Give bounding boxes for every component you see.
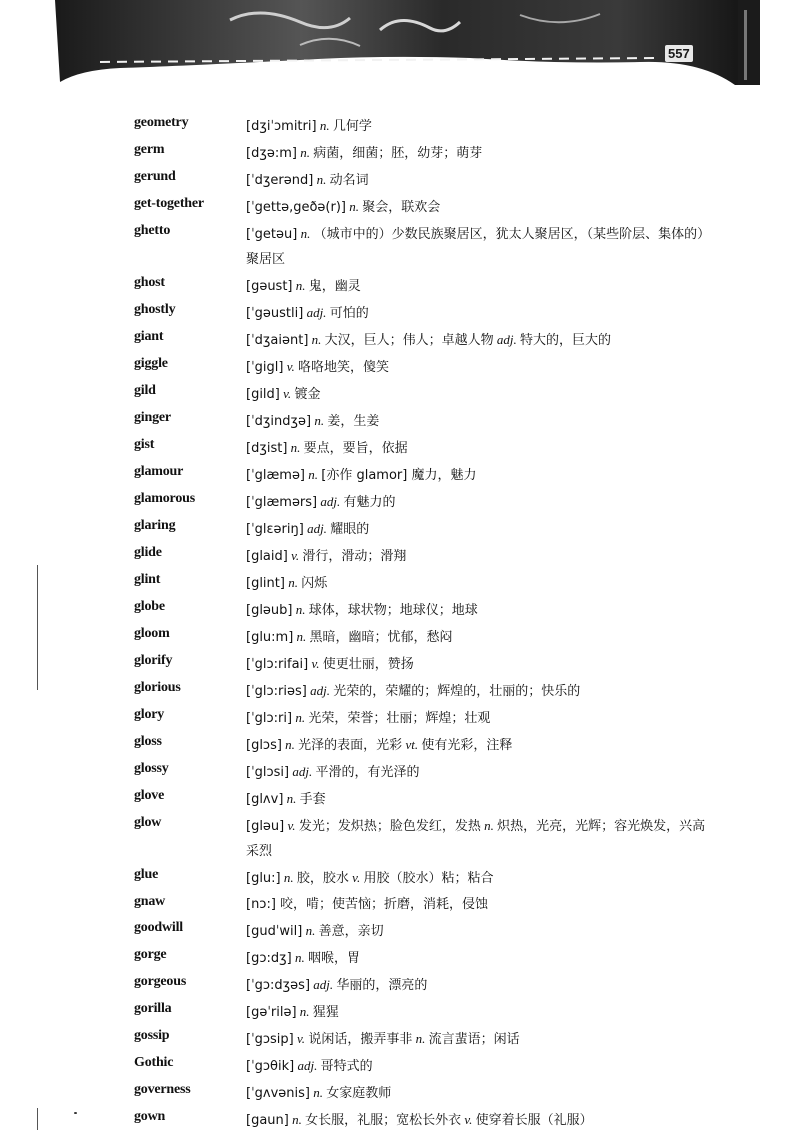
gloss-text: 手套 [299,792,326,807]
gloss-text: 耀眼的 [330,522,370,537]
gloss-text: 胶，胶水 [296,871,349,886]
part-of-speech: n. [293,629,310,644]
dictionary-entry [0,891,800,917]
part-of-speech: adj. [294,1058,321,1073]
gloss-text: 使有光彩，注释 [421,738,513,753]
definition [246,944,706,971]
phonetic: [ˈdʒerənd] [246,173,314,188]
part-of-speech: n. [302,923,319,938]
definition [246,971,706,998]
headword: ghetto [134,223,171,238]
definition [246,596,706,623]
definition [246,542,706,569]
gloss-text: 有魅力的 [343,495,396,510]
phonetic: [gild] [246,387,280,402]
definition [246,569,706,596]
gloss-text: 流言蜚语；闲话 [428,1032,520,1047]
gloss-text: 咬，啃；使苦恼；折磨，消耗，侵蚀 [275,897,489,912]
headword: glory [134,707,165,722]
part-of-speech: n. [280,870,297,885]
headword: goodwill [134,920,183,935]
part-of-speech: v. [283,359,299,374]
phonetic: [ˈgɔ:dʒəs] [246,978,311,993]
headword: glorify [134,653,173,668]
headword: geometry [134,115,189,130]
gloss-text: 光泽的表面，光彩 [298,738,403,753]
phonetic: [glu:] [246,871,281,886]
definition [246,812,706,864]
headword: gorge [134,947,167,962]
gloss-text: 光荣的，荣耀的；辉煌的，壮丽的；快乐的 [333,684,581,699]
phonetic: [ˈgettə,geðə(r)] [246,200,346,215]
gloss-text: 说闲话，搬弄事非 [308,1032,413,1047]
definition [246,272,706,299]
definition [246,1025,706,1052]
definition [246,299,706,326]
definition [246,650,706,677]
part-of-speech: v. [293,1031,309,1046]
phonetic: [glʌv] [246,792,284,807]
gloss-text: 鬼，幽灵 [308,279,361,294]
phonetic: [gɔ:dʒ] [246,951,292,966]
part-of-speech: adj. [289,764,316,779]
part-of-speech: n. [292,278,309,293]
gloss-text: 炽热，光亮，光辉；容光焕发，兴高采烈 [246,819,706,859]
part-of-speech: n. [309,1085,327,1100]
definition [246,864,706,891]
phonetic: [dʒə:m] [246,146,297,161]
phonetic: [glaid] [246,549,288,564]
phonetic: [ˈgigl] [246,360,284,375]
dictionary-entry [0,434,800,461]
definition [246,380,706,407]
dictionary-entry [0,299,800,326]
part-of-speech: v. [284,818,299,833]
headword: glamour [134,464,184,479]
definition [246,139,706,166]
dictionary-entry [0,650,800,677]
phonetic: [nɔ:] [246,897,276,912]
headword: gorilla [134,1001,172,1016]
gloss-text: [亦作 glamor] 魔力，魅力 [321,468,477,483]
part-of-speech: n. [291,950,308,965]
headword: gossip [134,1028,170,1043]
dictionary-entry [0,139,800,166]
page-number: 557 [665,45,693,62]
dictionary-entry [0,1106,800,1133]
phonetic: [gəˈrilə] [246,1005,297,1020]
part-of-speech: adj. [310,977,337,992]
definition [246,1106,706,1133]
gloss-text: 可怕的 [329,306,369,321]
definition [246,220,706,272]
part-of-speech: n. [311,413,328,428]
part-of-speech: n. [281,737,299,752]
dictionary-entry [0,971,800,998]
phonetic: [gəust] [246,279,293,294]
dictionary-entry [0,220,800,272]
phonetic: [ˈgɔθik] [246,1059,295,1074]
dictionary-entry [0,1025,800,1052]
gloss-text: 哥特式的 [320,1059,373,1074]
headword: ghost [134,275,165,290]
gloss-text: 滑行，滑动；滑翔 [302,549,407,564]
gloss-text: （城市中的）少数民族聚居区，犹太人聚居区，（某些阶层、集体的）聚居区 [246,227,704,267]
dictionary-entry [0,461,800,488]
part-of-speech: v. [287,548,303,563]
gloss-text: 使穿着长服（礼服） [475,1113,593,1128]
definition [246,785,706,812]
part-of-speech: n. [316,118,333,133]
headword: governess [134,1082,191,1097]
gloss-text: 使更壮丽，赞扬 [322,657,414,672]
headword: Gothic [134,1055,174,1070]
definition [246,1079,706,1106]
definition [246,353,706,380]
headword: gown [134,1109,166,1124]
dictionary-entry [0,812,800,864]
phonetic: [ˈdʒindʒə] [246,414,312,429]
gloss-text: 特大的，巨大的 [520,333,612,348]
part-of-speech: n. [288,1112,306,1127]
gloss-text: 用胶（胶水）粘；粘合 [363,871,494,886]
dictionary-entry [0,407,800,434]
phonetic: [ˈdʒaiənt] [246,333,309,348]
phonetic: [ˈglæmərs] [246,495,318,510]
dictionary-entry [0,488,800,515]
part-of-speech: n. [313,172,330,187]
definition [246,112,706,139]
gloss-text: 猩猩 [312,1005,339,1020]
phonetic: [gləub] [246,603,293,618]
part-of-speech: n. [412,1031,429,1046]
headword: gild [134,383,156,398]
phonetic: [dʒist] [246,441,288,456]
gloss-text: 病菌，细菌；胚，幼芽；萌芽 [313,146,483,161]
gloss-text: 要点，要旨，依据 [303,441,408,456]
headword: giggle [134,356,168,371]
part-of-speech: n. [283,791,300,806]
gloss-text: 咯咯地笑，傻笑 [298,360,390,375]
phonetic: [ˈgʌvənis] [246,1086,310,1101]
headword: ghostly [134,302,176,317]
part-of-speech: n. [480,818,498,833]
phonetic: [gaun] [246,1113,289,1128]
part-of-speech: n. [308,332,325,347]
definition [246,758,706,785]
part-of-speech: adj. [317,494,344,509]
part-of-speech: n. [287,440,304,455]
dictionary-entry [0,353,800,380]
part-of-speech: adj. [303,305,330,320]
part-of-speech: v. [279,386,295,401]
headword: globe [134,599,165,614]
phonetic: [glint] [246,576,285,591]
definition [246,998,706,1025]
gloss-text: 光荣，荣誉；壮丽；辉煌；壮观 [308,711,491,726]
dictionary-entry [0,864,800,891]
definition [246,407,706,434]
phonetic: [ˈglɔ:ri] [246,711,293,726]
definition [246,193,706,220]
gloss-text: 镀金 [294,387,321,402]
phonetic: [ˈglɛəriŋ] [246,522,304,537]
gloss-text: 善意，亲切 [318,924,384,939]
phonetic: [ˈgetəu] [246,227,298,242]
headword: gist [134,437,155,452]
headword: glue [134,867,159,882]
dictionary-entry [0,569,800,596]
part-of-speech: v. [308,656,323,671]
part-of-speech: v. [348,870,364,885]
part-of-speech: n. [296,1004,313,1019]
dictionary-entry [0,917,800,944]
dictionary-entry [0,704,800,731]
definition [246,461,706,488]
definition [246,917,706,944]
headword: gnaw [134,894,166,909]
phonetic: [ˈglɔsi] [246,765,290,780]
part-of-speech: n. [297,226,314,241]
headword: glove [134,788,165,803]
headword: gorgeous [134,974,187,989]
headword: glide [134,545,162,560]
gloss-text: 大汉，巨人；伟人；卓越人物 [324,333,494,348]
dictionary-entry [0,166,800,193]
dictionary-entry [0,542,800,569]
phonetic: [ˈglæmə] [246,468,306,483]
part-of-speech: n. [345,199,363,214]
part-of-speech: n. [296,145,314,160]
phonetic: [ˈglɔ:rifai] [246,657,309,672]
dictionary-entry [0,380,800,407]
dictionary-entry [0,272,800,299]
dictionary-entry [0,112,800,139]
phonetic: [ˈgɔsip] [246,1032,294,1047]
part-of-speech: n. [292,602,309,617]
gloss-text: 几何学 [332,119,372,134]
definition [246,891,706,917]
gloss-text: 黑暗，幽暗；忧郁，愁闷 [309,630,453,645]
headword: glorious [134,680,181,695]
part-of-speech: adj. [303,521,331,536]
headword: gloss [134,734,162,749]
part-of-speech: n. [305,467,322,482]
gloss-text: 闪烁 [301,576,328,591]
dictionary-entry [0,596,800,623]
dictionary-entry [0,785,800,812]
headword: germ [134,142,165,157]
gloss-text: 女长服，礼服；宽松长外衣 [305,1113,462,1128]
definition [246,731,706,758]
gloss-text: 华丽的，漂亮的 [336,978,428,993]
headword: glow [134,815,162,830]
gloss-text: 咽喉，胃 [307,951,360,966]
definition [246,704,706,731]
phonetic: [glɔs] [246,738,282,753]
dictionary-entry [0,677,800,704]
part-of-speech: v. [461,1112,476,1127]
part-of-speech: adj. [306,683,334,698]
headword: glossy [134,761,169,776]
phonetic: [ˈgəustli] [246,306,304,321]
headword: glamorous [134,491,195,506]
definition [246,623,706,650]
dictionary-entry [0,1079,800,1106]
headword: ginger [134,410,171,425]
headword: get-together [134,196,204,211]
gloss-text: 聚会，联欢会 [362,200,441,215]
phonetic: [gləu] [246,819,285,834]
phonetic: [ˈglɔ:riəs] [246,684,307,699]
part-of-speech: vt. [402,737,422,752]
headword: gloom [134,626,170,641]
definition [246,515,706,542]
headword: giant [134,329,164,344]
dictionary-entry [0,623,800,650]
definition [246,166,706,193]
phonetic: [dʒiˈɔmitri] [246,119,317,134]
dictionary-entry [0,1052,800,1079]
dictionary-entry [0,998,800,1025]
part-of-speech: n. [292,710,309,725]
gloss-text: 发光；发炽热；脸色发红，发热 [298,819,481,834]
gloss-text: 平滑的，有光泽的 [315,765,420,780]
dictionary-entry [0,515,800,542]
gloss-text: 球体，球状物；地球仪；地球 [308,603,478,618]
gloss-text: 女家庭教师 [326,1086,392,1101]
headword: glint [134,572,161,587]
gloss-text: 动名词 [329,173,369,188]
dictionary-entry [0,731,800,758]
dictionary-entries [0,112,800,1133]
part-of-speech: adj. [493,332,521,347]
definition [246,434,706,461]
definition [246,1052,706,1079]
headword: gerund [134,169,176,184]
definition [246,326,706,353]
dictionary-entry [0,758,800,785]
headword: glaring [134,518,176,533]
dictionary-entry [0,193,800,220]
part-of-speech: n. [284,575,302,590]
definition [246,677,706,704]
definition [246,488,706,515]
dictionary-entry [0,326,800,353]
phonetic: [gudˈwil] [246,924,303,939]
gloss-text: 姜，生姜 [327,414,380,429]
phonetic: [glu:m] [246,630,294,645]
dictionary-entry [0,944,800,971]
